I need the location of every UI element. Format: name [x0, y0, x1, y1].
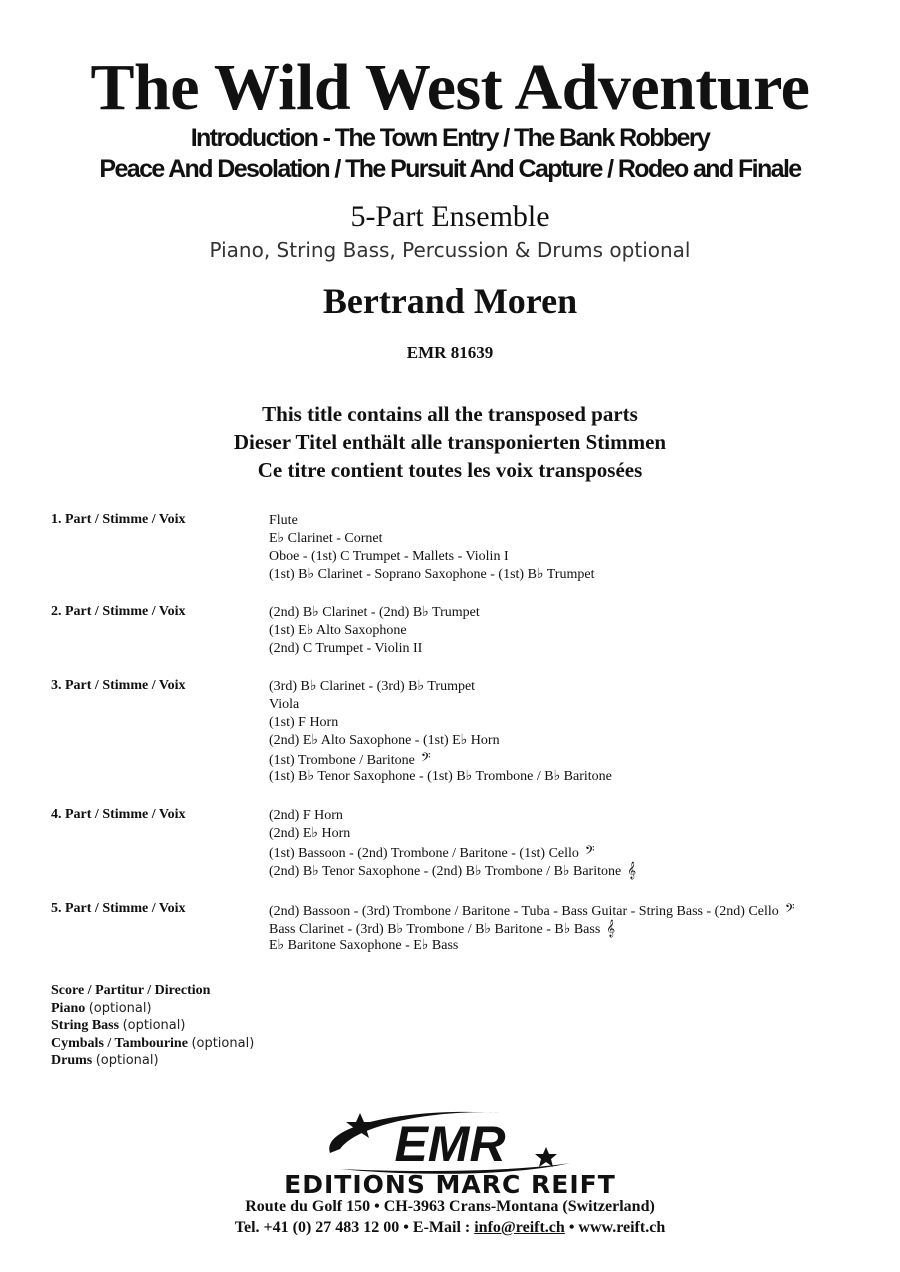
bass-clef-icon: 𝄢: [784, 901, 795, 919]
ensemble-type: 5-Part Ensemble: [350, 200, 550, 233]
note-french: Ce titre contient toutes les voix transposées: [257, 458, 643, 482]
subtitle-line-2: Peace And Desolation / The Pursuit And Capture / Rodeo and Finale: [99, 155, 801, 183]
composer-name: Bertrand Moren: [322, 281, 578, 321]
catalog-code: EMR 81639: [406, 343, 494, 362]
bass-clef-icon: 𝄢: [420, 750, 431, 768]
part-2-label: 2. Part / Stimme / Voix: [51, 604, 186, 619]
score-item-name: Cymbals / Tambourine: [51, 1035, 188, 1051]
page-title: The Wild West Adventure: [90, 51, 810, 124]
instrument-line: (2nd) C Trumpet - Violin II: [269, 641, 423, 656]
contact-website[interactable]: • www.reift.ch: [564, 1219, 666, 1236]
score-item-note: (optional): [122, 1018, 186, 1033]
instrument-text: (1st) Trombone / Baritone: [269, 753, 415, 768]
part-5-instruments: [269, 901, 794, 955]
instrument-line: Oboe - (1st) C Trumpet - Mallets - Violin I: [269, 549, 509, 564]
score-item-name: Drums: [51, 1053, 93, 1068]
treble-clef-icon: 𝄞: [606, 919, 616, 937]
emr-logo: [300, 1105, 600, 1177]
part-3-label: 3. Part / Stimme / Voix: [51, 678, 186, 693]
publisher-address: Route du Golf 150 • CH-3963 Crans-Montana (Switzerland): [245, 1198, 655, 1215]
instrument-line: (3rd) B♭ Clarinet - (3rd) B♭ Trumpet: [269, 679, 476, 694]
instrument-text: (2nd) Bassoon - (3rd) Trombone / Baritone - Tuba - Bass Guitar - String Bass - (2nd) Cello: [269, 904, 779, 919]
score-section: [51, 982, 254, 1070]
instrument-text: Bass Clarinet - (3rd) B♭ Trombone / B♭ Baritone - B♭ Bass: [269, 922, 601, 937]
instrumentation: Piano, String Bass, Percussion & Drums optional: [209, 238, 691, 262]
instrument-line: (1st) F Horn: [269, 715, 339, 730]
instrument-line: [269, 843, 636, 861]
logo-text: EMR: [394, 1116, 506, 1172]
instrument-line: Flute: [269, 513, 298, 528]
note-german: Dieser Titel enthält alle transponierten Stimmen: [233, 430, 667, 454]
contact-phone: Tel. +41 (0) 27 483 12 00 • E-Mail :: [234, 1219, 475, 1236]
instrument-line: (2nd) B♭ Clarinet - (2nd) B♭ Trumpet: [269, 605, 480, 620]
instrument-line: Viola: [269, 697, 300, 712]
part-1-label: 1. Part / Stimme / Voix: [51, 512, 186, 527]
bass-clef-icon: 𝄢: [584, 843, 595, 861]
instrument-line: (2nd) E♭ Horn: [269, 826, 351, 841]
instrument-line: E♭ Baritone Saxophone - E♭ Bass: [269, 938, 459, 953]
instrument-line: (2nd) F Horn: [269, 808, 343, 823]
instrument-line: (1st) B♭ Clarinet - Soprano Saxophone - (1st) B♭ Trumpet: [269, 567, 595, 582]
instrument-line: [269, 901, 794, 919]
score-item-name: String Bass: [51, 1018, 120, 1033]
instrument-line: (1st) B♭ Tenor Saxophone - (1st) B♭ Trombone / B♭ Baritone: [269, 769, 612, 784]
part-3-instruments: [269, 678, 612, 786]
instrument-text: (1st) Bassoon - (2nd) Trombone / Baritone - (1st) Cello: [269, 846, 579, 861]
instrument-line: (1st) E♭ Alto Saxophone: [269, 623, 407, 638]
instrument-line: [269, 861, 636, 879]
star-icon: [535, 1147, 557, 1167]
score-item-name: Piano: [51, 1000, 86, 1016]
subtitle-line-1: Introduction - The Town Entry / The Bank Robbery: [190, 124, 710, 152]
note-english: This title contains all the transposed parts: [262, 402, 638, 426]
instrument-line: (2nd) E♭ Alto Saxophone - (1st) E♭ Horn: [269, 733, 500, 748]
instrument-text: (2nd) B♭ Tenor Saxophone - (2nd) B♭ Trombone / B♭ Baritone: [269, 864, 622, 879]
publisher-contact: [0, 1219, 900, 1237]
score-item-note: (optional): [191, 1035, 255, 1051]
part-4-instruments: [269, 807, 636, 879]
treble-clef-icon: 𝄞: [627, 861, 637, 879]
publisher-name: EDITIONS MARC REIFT: [284, 1170, 616, 1199]
part-1-instruments: [269, 512, 594, 584]
score-item-note: (optional): [88, 1000, 152, 1016]
instrument-line: [269, 919, 794, 937]
instrument-line: [269, 750, 612, 768]
part-5-label: 5. Part / Stimme / Voix: [51, 901, 186, 916]
score-heading: Score / Partitur / Direction: [51, 983, 211, 998]
score-item-note: (optional): [95, 1053, 159, 1068]
part-2-instruments: [269, 604, 480, 658]
instrument-line: E♭ Clarinet - Cornet: [269, 531, 383, 546]
part-4-label: 4. Part / Stimme / Voix: [51, 807, 186, 822]
email-link[interactable]: info@reift.ch: [474, 1219, 565, 1236]
